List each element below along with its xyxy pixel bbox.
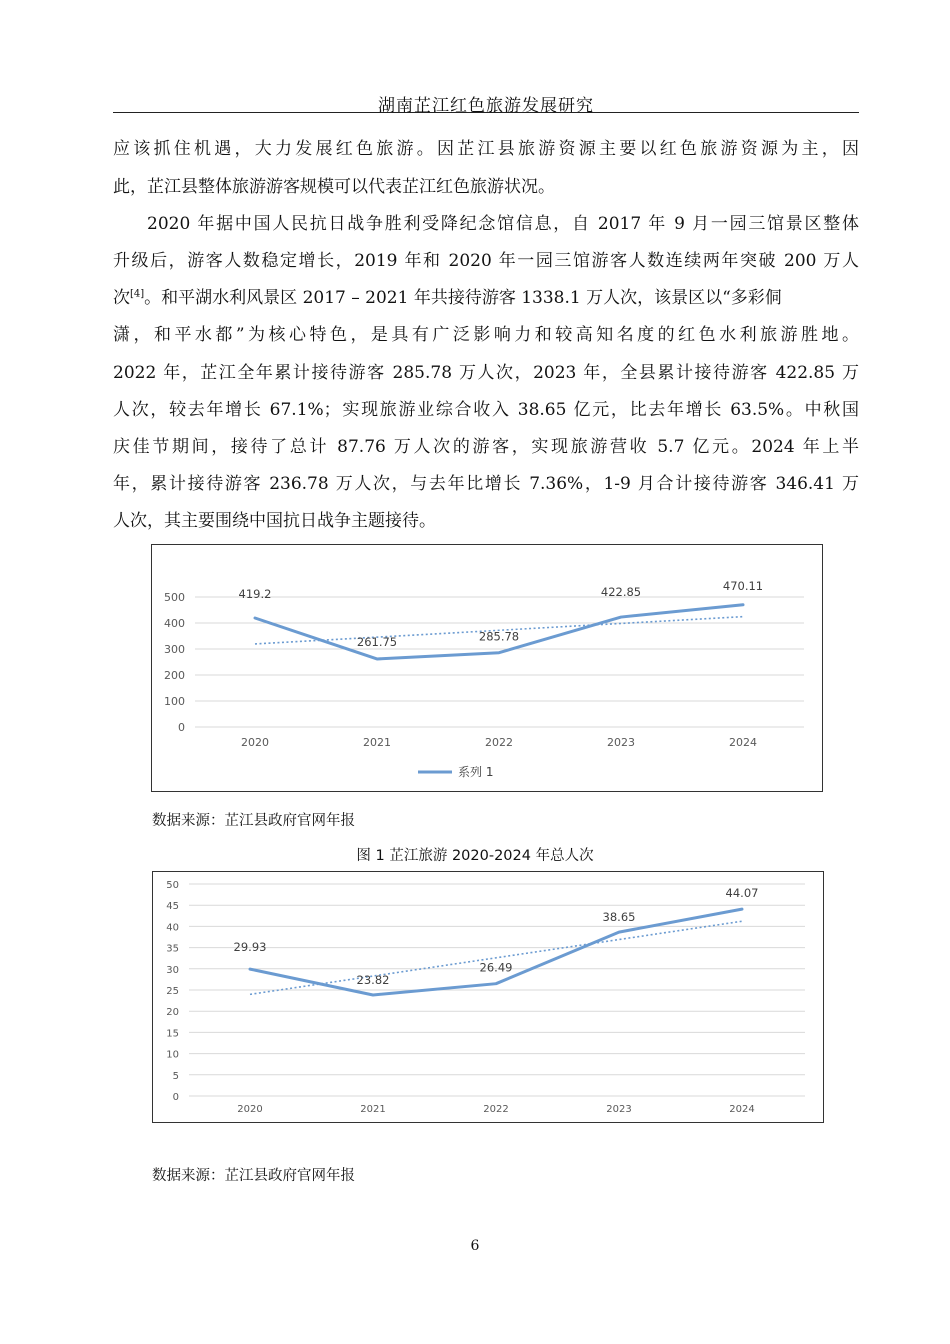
chart1-data-label: 470.11: [722, 578, 764, 593]
paragraph-line: 应该抓住机遇，大力发展红色旅游。因芷江县旅游资源主要以红色旅游资源为主，因: [113, 139, 859, 159]
figure1-source: 数据来源：芷江县政府官网年报: [152, 813, 355, 829]
paragraph-line: 升级后，游客人数稳定增长，2019 年和 2020 年一园三馆游客人数连续两年突破 200 万人: [113, 251, 859, 271]
chart2-y-tick-label: 20: [166, 1007, 179, 1019]
chart2-data-label: 44.07: [725, 886, 759, 901]
paragraph-line: 人次，其主要围绕中国抗日战争主题接待。: [113, 511, 436, 531]
chart1-y-tick-label: 400: [164, 617, 185, 630]
figure2-source: 数据来源：芷江县政府官网年报: [152, 1168, 355, 1184]
chart1-y-tick-label: 300: [164, 643, 185, 656]
running-header-title: 湖南芷江红色旅游发展研究: [378, 96, 594, 116]
chart1-x-tick-label: 2022: [485, 736, 513, 749]
chart1-x-tick-label: 2023: [607, 736, 635, 749]
chart2-y-tick-label: 50: [166, 880, 179, 891]
page-number: 6: [470, 1238, 480, 1254]
chart2-data-label: 38.65: [602, 910, 636, 925]
chart1-data-label: 422.85: [600, 585, 642, 600]
header-rule: [113, 112, 859, 113]
chart2-x-tick-label: 2024: [729, 1104, 755, 1115]
chart2-data-label: 23.82: [356, 973, 390, 988]
chart1-y-tick-label: 200: [164, 669, 185, 682]
chart2-y-tick-label: 15: [166, 1028, 179, 1040]
chart1-x-tick-label: 2020: [241, 736, 269, 749]
paragraph-line: 潇，和平水都”为核心特色，是具有广泛影响力和较高知名度的红色水利旅游胜地。: [113, 325, 859, 345]
figure1-caption: 图 1 芷江旅游 2020-2024 年总人次: [356, 848, 594, 864]
chart2-y-tick-label: 40: [166, 922, 179, 934]
visitor-count-chart-svg: [152, 545, 822, 791]
chart2-y-tick-label: 0: [172, 1092, 179, 1103]
paragraph-line: 年，累计接待游客 236.78 万人次，与去年比增长 7.36%，1-9 月合计接待游客 346.41 万: [113, 474, 859, 494]
chart1-data-label: 261.75: [356, 634, 398, 649]
paragraph-line: 2020 年据中国人民抗日战争胜利受降纪念馆信息，自 2017 年 9 月一园三馆景区整体: [147, 214, 859, 234]
chart1-y-tick-label: 0: [178, 721, 185, 734]
chart2-data-label: 26.49: [479, 960, 513, 975]
chart2-x-tick-label: 2021: [360, 1104, 386, 1115]
chart2-y-tick-label: 45: [166, 901, 179, 913]
chart1-y-tick-label: 100: [164, 695, 185, 708]
chart2-y-tick-label: 30: [166, 964, 179, 976]
paragraph-line: 庆佳节期间，接待了总计 87.76 万人次的游客，实现旅游营收 5.7 亿元。2024 年上半: [113, 437, 859, 457]
chart2-y-tick-label: 5: [172, 1070, 179, 1082]
chart2-x-tick-label: 2022: [483, 1104, 509, 1115]
chart1-y-tick-label: 500: [164, 591, 185, 604]
paragraph-line: 2022 年，芷江全年累计接待游客 285.78 万人次，2023 年，全县累计接待游客 422.85 万: [113, 363, 859, 383]
text-run: 。和平湖水利风景区 2017 – 2021 年共接待游客 1338.1 万人次，该景区以“多彩侗: [144, 288, 782, 308]
tourism-revenue-chart: [152, 871, 824, 1123]
chart2-series-line: [250, 909, 742, 995]
chart2-y-tick-label: 25: [166, 986, 179, 997]
chart1-x-tick-label: 2024: [729, 736, 757, 749]
paragraph-line-with-citation: [113, 286, 859, 310]
chart1-x-tick-label: 2021: [363, 736, 391, 749]
citation-ref[interactable]: [4]: [130, 288, 145, 300]
chart2-y-tick-label: 10: [166, 1049, 179, 1061]
chart2-x-tick-label: 2023: [606, 1104, 632, 1115]
chart2-data-label: 29.93: [233, 940, 267, 955]
paragraph-line: 人次，较去年增长 67.1%；实现旅游业综合收入 38.65 亿元，比去年增长 63.5%。中秋国: [113, 400, 859, 420]
text-run: 次: [113, 288, 130, 308]
chart1-data-label: 285.78: [478, 629, 520, 644]
tourism-revenue-chart-svg: [153, 872, 823, 1122]
chart1-data-label: 419.2: [238, 587, 272, 602]
paragraph-line: 此，芷江县整体旅游游客规模可以代表芷江红色旅游状况。: [113, 177, 555, 197]
chart2-x-tick-label: 2020: [237, 1104, 263, 1115]
visitor-count-chart: [151, 544, 823, 792]
chart2-y-tick-label: 35: [166, 943, 179, 955]
chart1-legend-label: 系列 1: [458, 765, 494, 779]
